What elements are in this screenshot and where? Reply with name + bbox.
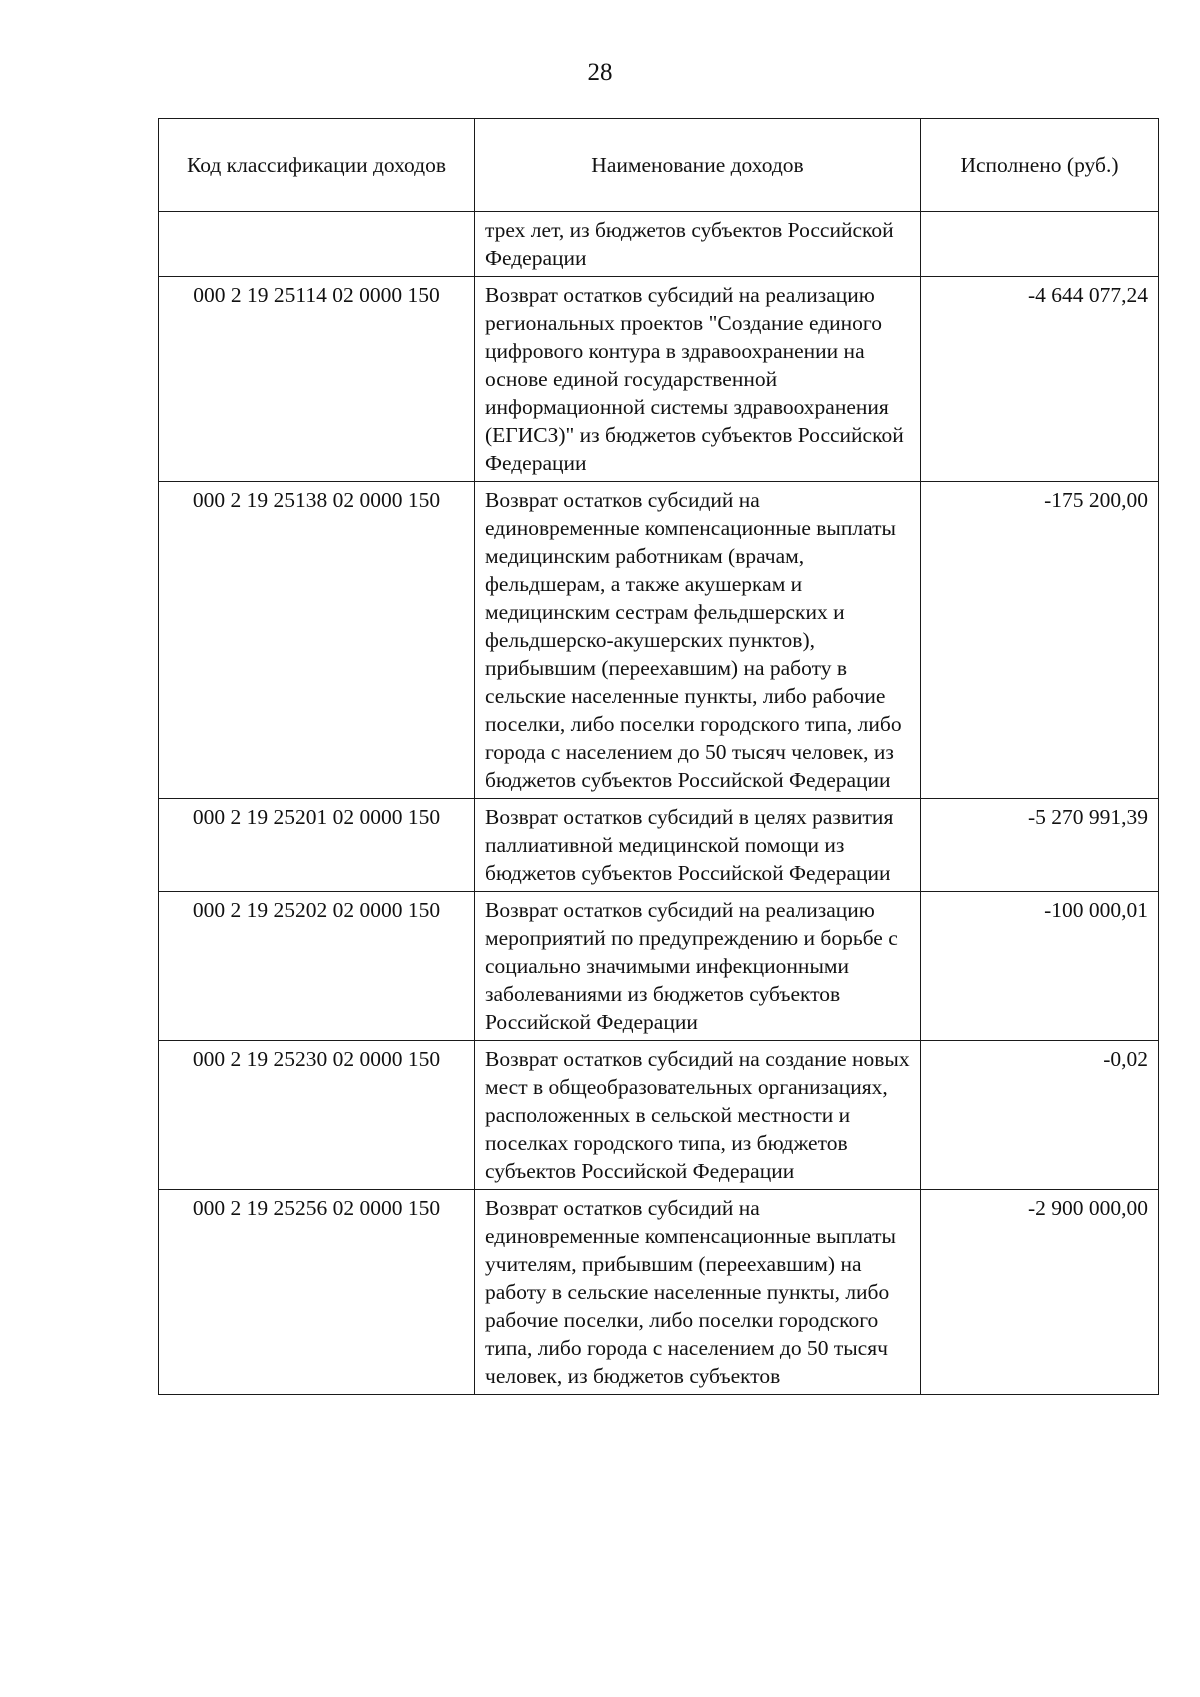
row-amount: -4 644 077,24 xyxy=(921,277,1159,482)
header-amount: Исполнено (руб.) xyxy=(921,119,1159,212)
row-code: 000 2 19 25202 02 0000 150 xyxy=(159,892,475,1041)
row-code: 000 2 19 25230 02 0000 150 xyxy=(159,1041,475,1190)
table-row xyxy=(159,892,1159,1041)
row-code: 000 2 19 25201 02 0000 150 xyxy=(159,799,475,892)
table-body xyxy=(159,212,1159,1395)
header-code: Код классификации доходов xyxy=(159,119,475,212)
row-amount: -0,02 xyxy=(921,1041,1159,1190)
row-name: трех лет, из бюджетов субъектов Российской Федерации xyxy=(475,212,921,277)
row-amount: -2 900 000,00 xyxy=(921,1190,1159,1395)
table-row xyxy=(159,799,1159,892)
header-name: Наименование доходов xyxy=(475,119,921,212)
table-row xyxy=(159,212,1159,277)
table-row xyxy=(159,277,1159,482)
row-name: Возврат остатков субсидий на единовременные компенсационные выплаты учителям, прибывшим (переехавшим) на работу в сельские населенные пункты, либо рабочие поселки, либо поселки городского типа, либо города с населением до 50 тысяч человек, из бюджетов субъектов xyxy=(475,1190,921,1395)
row-code: 000 2 19 25256 02 0000 150 xyxy=(159,1190,475,1395)
row-amount xyxy=(921,212,1159,277)
page-number: 28 xyxy=(587,59,613,86)
revenue-table xyxy=(158,118,1159,1395)
row-name: Возврат остатков субсидий в целях развития паллиативной медицинской помощи из бюджетов субъектов Российской Федерации xyxy=(475,799,921,892)
table-row xyxy=(159,1190,1159,1395)
row-code xyxy=(159,212,475,277)
row-code: 000 2 19 25114 02 0000 150 xyxy=(159,277,475,482)
row-code: 000 2 19 25138 02 0000 150 xyxy=(159,482,475,799)
row-amount: -100 000,01 xyxy=(921,892,1159,1041)
table-header xyxy=(159,119,1159,212)
revenue-table-container xyxy=(158,118,1158,1395)
row-name: Возврат остатков субсидий на единовременные компенсационные выплаты медицинским работникам (врачам, фельдшерам, а также акушеркам и медицинским сестрам фельдшерских и фельдшерско-акушерских пунктов), прибывшим (переехавшим) на работу в сельские населенные пункты, либо рабочие поселки, либо поселки городского типа, либо города с населением до 50 тысяч человек, из бюджетов субъектов Российской Федерации xyxy=(475,482,921,799)
header-row xyxy=(159,119,1159,212)
table-row xyxy=(159,482,1159,799)
row-amount: -5 270 991,39 xyxy=(921,799,1159,892)
row-name: Возврат остатков субсидий на создание новых мест в общеобразовательных организациях, расположенных в сельской местности и поселках городского типа, из бюджетов субъектов Российской Федерации xyxy=(475,1041,921,1190)
row-amount: -175 200,00 xyxy=(921,482,1159,799)
row-name: Возврат остатков субсидий на реализацию мероприятий по предупреждению и борьбе с социально значимыми инфекционными заболеваниями из бюджетов субъектов Российской Федерации xyxy=(475,892,921,1041)
row-name: Возврат остатков субсидий на реализацию региональных проектов "Создание единого цифрового контура в здравоохранении на основе единой государственной информационной системы здравоохранения (ЕГИСЗ)" из бюджетов субъектов Российской Федерации xyxy=(475,277,921,482)
table-row xyxy=(159,1041,1159,1190)
